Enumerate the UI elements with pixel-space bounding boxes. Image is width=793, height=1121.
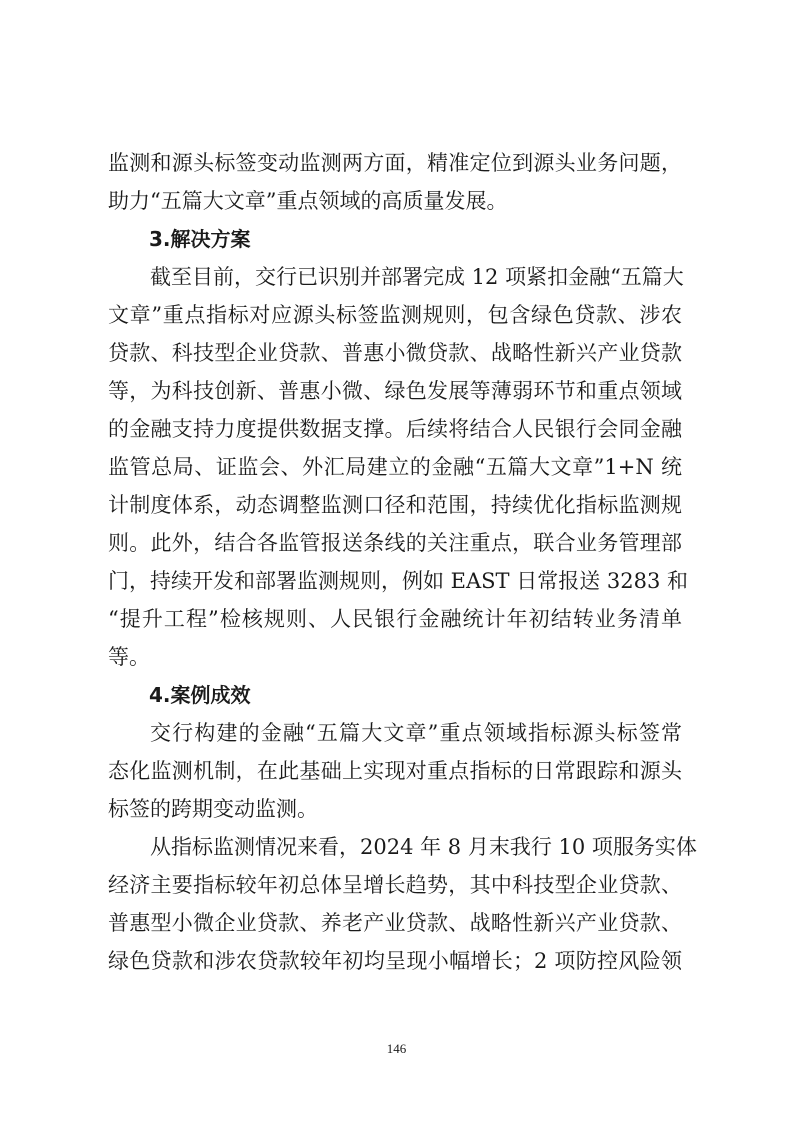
section-heading: 3.解决方案 [149,227,251,251]
body-text-line: 的金融支持力度提供数据支撑。后续将结合人民银行会同金融 [108,417,682,441]
body-text-line: 助力“五篇大文章”重点领域的高质量发展。 [108,189,508,213]
body-text-line: 监测和源头标签变动监测两方面，精准定位到源头业务问题， [108,151,682,175]
body-text-line: 则。此外，结合各监管报送条线的关注重点，联合业务管理部 [108,531,682,555]
body-text-line: 截至目前，交行已识别并部署完成 12 项紧扣金融“五篇大 [150,265,684,289]
body-text-line: 普惠型小微企业贷款、养老产业贷款、战略性新兴产业贷款、 [108,911,682,935]
body-text-line: 等。 [108,645,150,669]
body-text-line: 文章”重点指标对应源头标签监测规则，包含绿色贷款、涉农 [108,303,682,327]
body-text-line: 门，持续开发和部署监测规则，例如 EAST 日常报送 3283 和 [108,569,689,593]
body-text-line: 态化监测机制，在此基础上实现对重点指标的日常跟踪和源头 [108,759,682,783]
body-text-line: “提升工程”检核规则、人民银行金融统计年初结转业务清单 [108,607,682,631]
body-text-line: 标签的跨期变动监测。 [108,797,318,821]
body-text-line: 从指标监测情况来看，2024 年 8 月末我行 10 项服务实体 [150,835,697,859]
body-text-line: 等，为科技创新、普惠小微、绿色发展等薄弱环节和重点领域 [108,379,682,403]
section-heading: 4.案例成效 [149,683,251,707]
body-text-line: 经济主要指标较年初总体呈增长趋势，其中科技型企业贷款、 [108,873,682,897]
body-text-line: 计制度体系，动态调整监测口径和范围，持续优化指标监测规 [108,493,682,517]
body-text-line: 贷款、科技型企业贷款、普惠小微贷款、战略性新兴产业贷款 [108,341,682,365]
page-number: 146 [386,1041,407,1056]
body-text-line: 监管总局、证监会、外汇局建立的金融“五篇大文章”1+N 统 [108,455,682,479]
body-text-line: 绿色贷款和涉农贷款较年初均呈现小幅增长；2 项防控风险领 [108,949,682,973]
body-text-line: 交行构建的金融“五篇大文章”重点领域指标源头标签常 [150,721,682,745]
